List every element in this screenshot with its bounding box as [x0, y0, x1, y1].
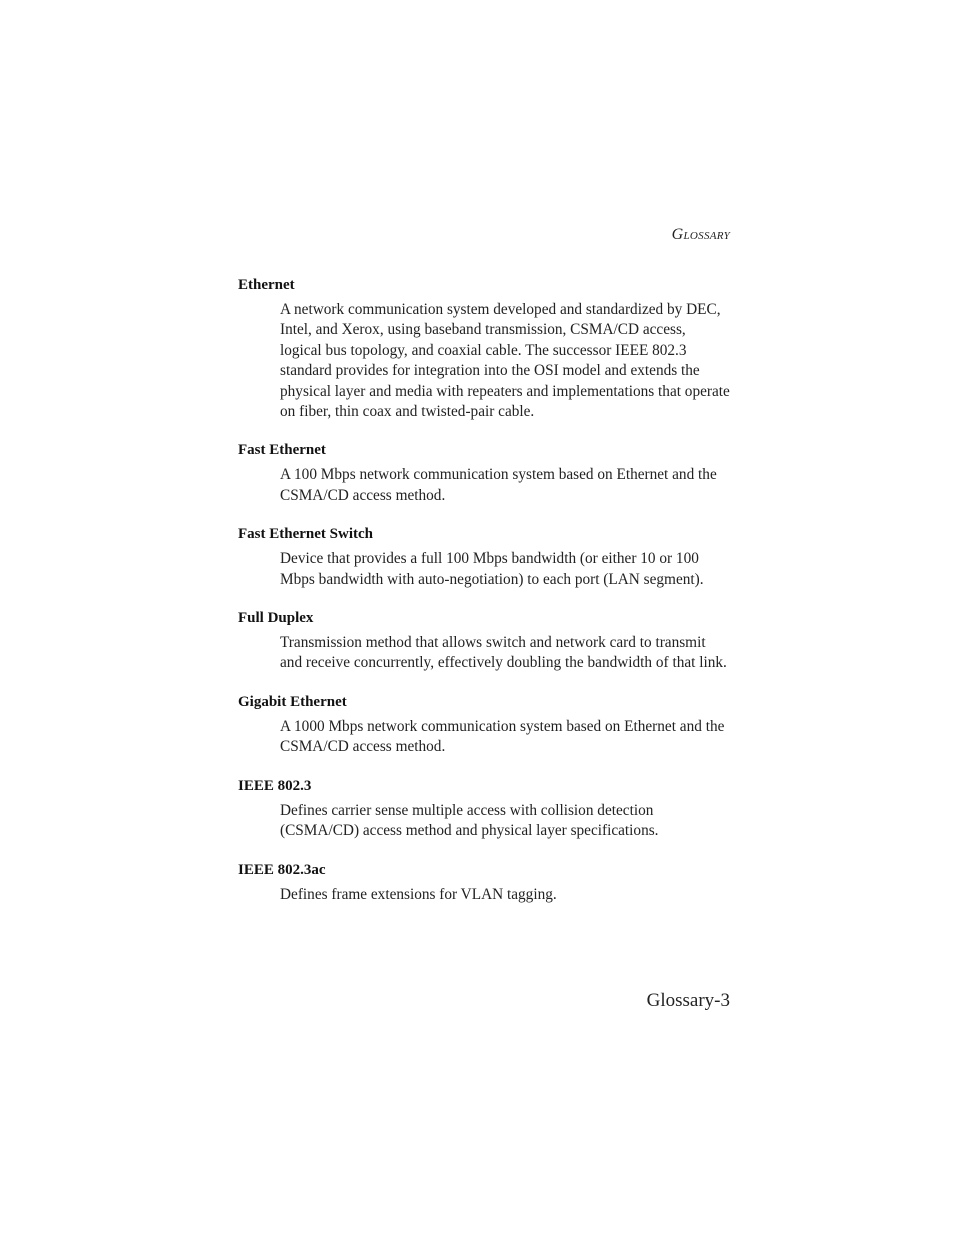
glossary-term: IEEE 802.3ac [238, 861, 326, 878]
glossary-entry-ieee-802-3ac [238, 861, 730, 905]
glossary-term: Fast Ethernet [238, 442, 326, 459]
glossary-term: Ethernet [238, 277, 295, 293]
glossary-term: Gigabit Ethernet [238, 693, 347, 710]
glossary-definition: Device that provides a full 100 Mbps bandwidth (or either 10 or 100 Mbps bandwidth with auto-negotiation) to each port (LAN segment). [280, 550, 704, 588]
glossary-entry-ieee-802-3 [238, 777, 730, 842]
glossary-entry-ethernet [238, 276, 730, 422]
glossary-entry-gigabit-ethernet [238, 693, 730, 758]
glossary-definition: A 100 Mbps network communication system based on Ethernet and the CSMA/CD access method. [280, 466, 717, 504]
glossary-definition: A network communication system developed and standardized by DEC, Intel, and Xerox, using baseband transmission, CSMA/CD access, logical bus topology, and coaxial cable. The successor IEEE 802.3 standard provides for integration into the OSI model and extends the physical layer and media with repeaters and implementations that operate on fiber, thin coax and twisted-pair cable. [280, 301, 730, 421]
glossary-term: Fast Ethernet Switch [238, 526, 373, 543]
glossary-entry-fast-ethernet-switch [238, 525, 730, 590]
glossary-definition: Defines carrier sense multiple access with collision detection (CSMA/CD) access method and physical layer specifications. [280, 801, 659, 840]
glossary-definition: A 1000 Mbps network communication system based on Ethernet and the CSMA/CD access method. [280, 717, 725, 756]
glossary-definition: Transmission method that allows switch and network card to transmit and receive concurrently, effectively doubling the bandwidth of that link. [280, 634, 727, 672]
running-header: Glossary [671, 226, 730, 243]
glossary-definition: Defines frame extensions for VLAN tagging. [280, 885, 557, 903]
page-number: Glossary-3 [646, 990, 730, 1011]
glossary-list [238, 276, 730, 924]
glossary-term: IEEE 802.3 [238, 777, 312, 794]
glossary-entry-fast-ethernet [238, 441, 730, 506]
glossary-entry-full-duplex [238, 609, 730, 674]
glossary-term: Full Duplex [238, 610, 314, 627]
